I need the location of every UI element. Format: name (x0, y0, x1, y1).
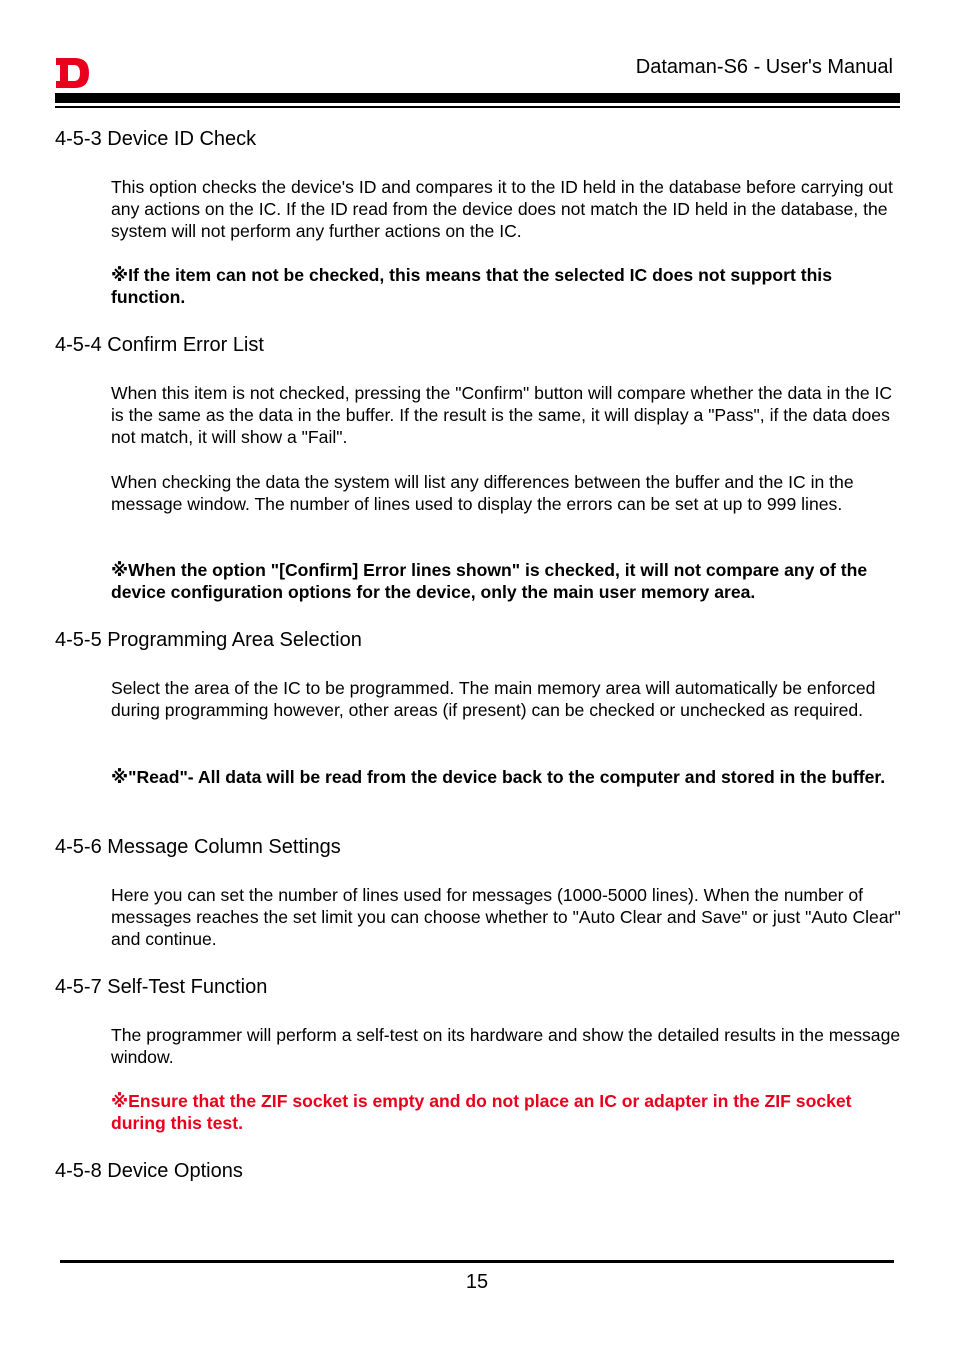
dataman-d-logo-icon (55, 55, 91, 91)
confirm-error-list-note: ※When the option "[Confirm] Error lines shown" is checked, it will not compare any of the device configuration options for the device, only the main user memory area. (111, 560, 868, 602)
document-title: Dataman-S6 - User's Manual (635, 56, 893, 78)
device-id-check-note: ※If the item can not be checked, this means that the selected IC does not support this function. (111, 265, 832, 307)
device-id-check-paragraph: This option checks the device's ID and compares it to the ID held in the database before carrying out any actions on the IC. If the ID read from the device does not match the ID held in the database, the system will not perform any further actions on the IC. (111, 177, 893, 241)
section-heading-message-column-settings: 4-5-6 Message Column Settings (55, 836, 341, 858)
section-heading-device-options: 4-5-8 Device Options (55, 1160, 243, 1182)
section-heading-confirm-error-list: 4-5-4 Confirm Error List (55, 334, 264, 356)
programming-area-paragraph: Select the area of the IC to be programmed. The main memory area will automatically be enforced during programming however, other areas (if present) can be checked or unchecked as required. (111, 678, 876, 720)
header-rule-thin (55, 106, 900, 108)
section-heading-self-test-function: 4-5-7 Self-Test Function (55, 976, 268, 998)
footer-rule (60, 1260, 894, 1263)
programming-area-note: ※"Read"- All data will be read from the device back to the computer and stored in the buffer. (111, 767, 886, 787)
confirm-error-list-paragraph-2: When checking the data the system will list any differences between the buffer and the IC in the message window. The number of lines used to display the errors can be set at up to 999 lines. (111, 472, 854, 514)
page-number: 15 (465, 1271, 489, 1293)
section-heading-programming-area-selection: 4-5-5 Programming Area Selection (55, 629, 362, 651)
section-heading-device-id-check: 4-5-3 Device ID Check (55, 128, 257, 150)
self-test-warning: ※Ensure that the ZIF socket is empty and do not place an IC or adapter in the ZIF socket during this test. (111, 1091, 852, 1133)
self-test-paragraph: The programmer will perform a self-test on its hardware and show the detailed results in the message window. (111, 1025, 901, 1067)
header-rule-thick (55, 93, 900, 103)
message-column-paragraph: Here you can set the number of lines used for messages (1000-5000 lines). When the number of messages reaches the set limit you can choose whether to "Auto Clear and Save" or just "Auto Clear" and continue. (111, 885, 901, 949)
confirm-error-list-paragraph-1: When this item is not checked, pressing the "Confirm" button will compare whether the data in the IC is the same as the data in the buffer. If the result is the same, it will display a "Pass", if the data does not match, it will show a "Fail". (111, 383, 893, 447)
